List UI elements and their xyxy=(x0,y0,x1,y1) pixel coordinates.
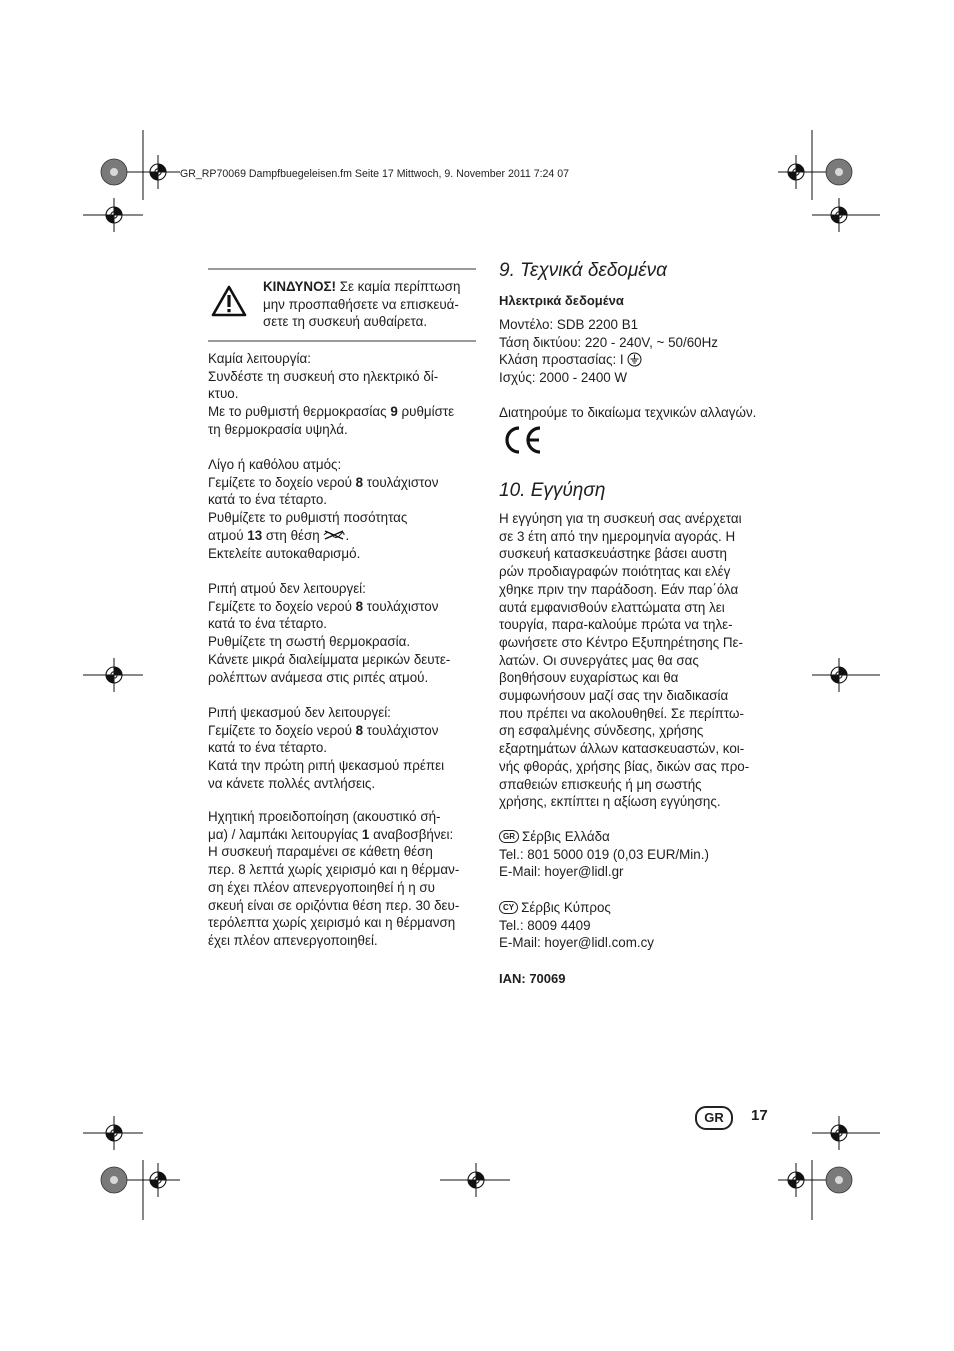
warranty-line: ση εσφαλμένης σύνδεσης, χρήσης xyxy=(499,723,704,739)
warranty-line: νής φθοράς, χρήσης βίας, δικών σας προ- xyxy=(499,758,750,774)
warranty-line: χρήσης, εκπίπτει η αξίωση εγγύησης. xyxy=(499,794,721,810)
self-clean-symbol-icon xyxy=(323,529,345,541)
steam-burst-paragraph: Ριπή ατμού δεν λειτουργεί: Γεμίζετε το δοχείο νερού 8 τουλάχιστον κατά το ένα τέταρτο. Ρυθμίζετε τη σωστή θερμοκρασία. Κάνετε μικρά διαλείμματα μερικών δευτε- ρολέπτων ανάμεσα στις ριπές ατμού. xyxy=(208,581,451,685)
acoustic-signal-paragraph: Ηχητική προειδοποίηση (ακουστικό σή- μα) / λαμπάκι λειτουργίας 1 αναβοσβήνει: Η συσκευή παραμένει σε κάθετη θέση περ. 8 λεπτά χωρίς χειρισμό και η θέρμαν- ση έχει πλέον απενεργοποιηθεί ή η συ σκευή είναι σε οριζόντια θέση περ. 30 δευ- τερόλεπτα χωρίς χειρισμό και η θέρμανση έχει πλέον απενεργοποιηθεί. xyxy=(208,809,460,948)
warranty-line: ρών προδιαγραφών ποιότητας και ελέγ xyxy=(499,564,731,580)
warning-text: ΚΙΝΔΥΝΟΣ! Σε καμία περίπτωση μην προσπαθήσετε να επισκευά- σετε τη συσκευή αυθαίρετα. xyxy=(263,279,461,330)
email-cyprus: E-Mail: hoyer@lidl.com.cy xyxy=(499,935,654,951)
warranty-line: εξαρτημάτων άλλων κατασκευαστών, κοι- xyxy=(499,741,745,757)
warranty-line: χθηκε πριν την παράδοση. Εάν παρ΄όλα xyxy=(499,581,739,597)
ian-number: IAN: 70069 xyxy=(499,971,566,986)
email-greece: E-Mail: hoyer@lidl.gr xyxy=(499,864,624,880)
warning-triangle-icon xyxy=(211,285,247,317)
warranty-line: σπαθειών επισκευής ή μη σωστής xyxy=(499,776,702,792)
spray-paragraph: Ριπή ψεκασμού δεν λειτουργεί: Γεμίζετε το δοχείο νερού 8 τουλάχιστον κατά το ένα τέταρτο. Κατά την πρώτη ριπή ψεκασμού πρέπει να κάνετε πολλές αντλήσεις. xyxy=(208,705,445,791)
cy-badge: CY xyxy=(499,901,518,914)
gr-badge: GR xyxy=(499,830,519,843)
no-function-paragraph: Καμία λειτουργία: Συνδέστε τη συσκευή στο ηλεκτρικό δί- κτυο. Με το ρυθμιστή θερμοκρασίας 9 ρυθμίστε τη θερμοκρασία υψηλά. xyxy=(208,351,455,437)
service-greece: GR Σέρβις Ελλάδα Tel.: 801 5000 019 (0,03 EUR/Min.) E-Mail: hoyer@lidl.gr xyxy=(499,829,709,880)
little-steam-paragraph: Λίγο ή καθόλου ατμός: Γεμίζετε το δοχείο νερού 8 τουλάχιστον κατά το ένα τέταρτο. Ρυθμίζετε το ρυθμιστή ποσότητας ατμού 13 στη θέση . Εκτελείτε αυτοκαθαρισμό. xyxy=(208,457,439,561)
technical-data-list: Μοντέλο: SDB 2200 B1 Τάση δικτύου: 220 - 240V, ~ 50/60Hz Κλάση προστασίας: I Ισχύς: 2000 - 2400 W xyxy=(499,317,718,386)
warranty-line: αυτά εμφανισθούν ελαττώματα στη λει xyxy=(499,599,725,615)
warranty-line: σε 3 έτη από την ημερομηνία αγοράς. Η xyxy=(499,528,736,544)
danger-warning-box xyxy=(208,268,476,342)
protective-earth-icon xyxy=(627,352,642,367)
warranty-line: φωνήσετε στο Κέντρο Εξυπηρέτησης Πε- xyxy=(499,634,743,650)
warranty-line: λατών. Οι συνεργάτες μας θα σας xyxy=(499,652,699,668)
file-header: GR_RP70069 Dampfbuegeleisen.fm Seite 17 Mittwoch, 9. November 2011 7:24 07 xyxy=(180,168,570,180)
footer-gr-badge: GR xyxy=(695,1106,733,1130)
electrical-data-subheading: Ηλεκτρικά δεδομένα xyxy=(499,293,624,308)
warranty-text xyxy=(499,510,749,811)
warranty-line: συμφωνήσουν μαζί σας την διαδικασία xyxy=(499,688,729,704)
ce-mark-icon xyxy=(502,425,544,455)
warranty-line: που πρέπει να ακολουθηθεί. Σε περίπτω- xyxy=(499,705,744,721)
warranty-line: βοηθήσουν ευχαρίστως και θα xyxy=(499,670,679,686)
technical-changes-note: Διατηρούμε το δικαίωμα τεχνικών αλλαγών. xyxy=(499,405,757,420)
service-cyprus: CY Σέρβις Κύπρος Tel.: 8009 4409 E-Mail: hoyer@lidl.com.cy xyxy=(499,900,654,951)
warranty-line: συσκευή κατασκευάστηκε βάσει αυστη xyxy=(499,546,727,562)
warranty-line: τουργία, παρα-καλούμε πρώτα να τηλε- xyxy=(499,617,733,633)
warranty-line: Η εγγύηση για τη συσκευή σας ανέρχεται xyxy=(499,511,742,526)
page-number: 17 xyxy=(751,1107,768,1124)
technical-data-heading: 9. Τεχνικά δεδομένα xyxy=(499,260,667,281)
warranty-heading: 10. Εγγύηση xyxy=(499,480,606,501)
